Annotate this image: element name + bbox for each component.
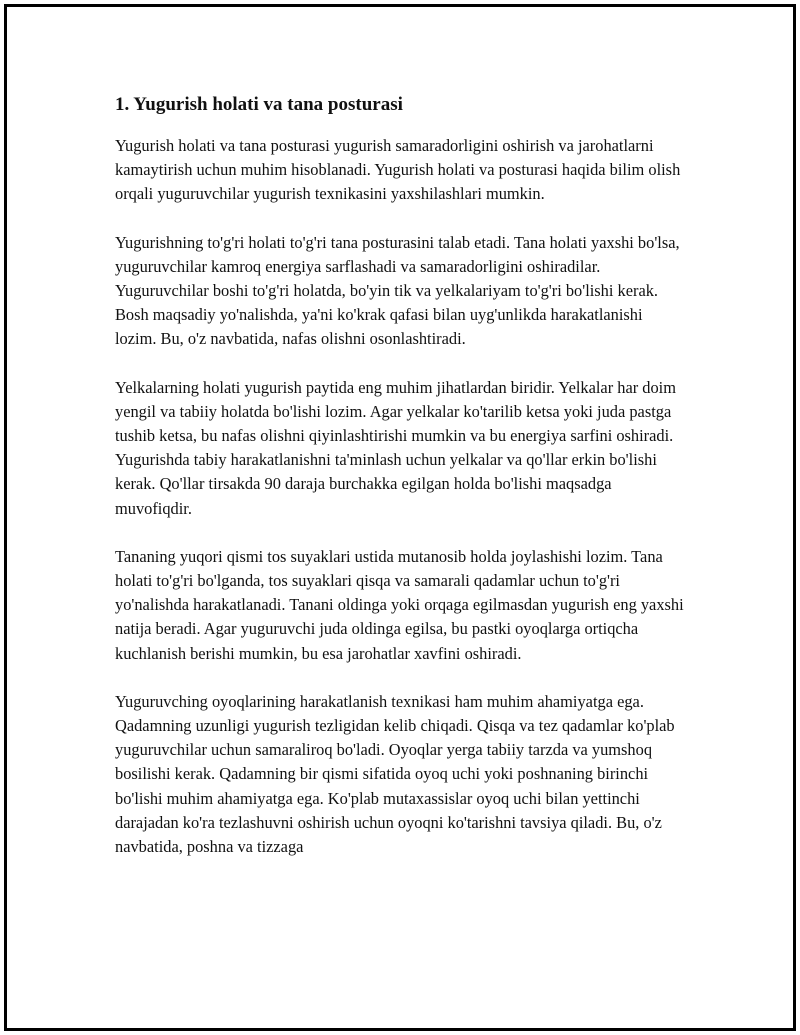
document-body [115,92,685,883]
paragraph-2: Yugurishning to'g'ri holati to'g'ri tana posturasini talab etadi. Tana holati yaxshi bo'lsa, yuguruvchilar kamroq energiya sarflashadi va samaradorligini oshiradilar. Yuguruvchilar boshi to'g'ri holatda, bo'yin tik va yelkalariyam to'g'ri bo'lishi kerak. Bosh maqsadiy yo'nalishda, ya'ni ko'krak qafasi bilan uyg'unlikda harakatlanishi lozim. Bu, o'z navbatida, nafas olishni osonlashtiradi. [115,232,680,349]
paragraph-1: Yugurish holati va tana posturasi yugurish samaradorligini oshirish va jarohatlarni kamaytirish uchun muhim hisoblanadi. Yugurish holati va posturasi haqida bilim olish orqali yuguruvchilar yugurish texnikasini yaxshilashlari mumkin. [115,136,681,204]
paragraph-5: Yuguruvching oyoqlarining harakatlanish texnikasi ham muhim ahamiyatga ega. Qadamning uzunligi yugurish tezligidan kelib chiqadi. Qisqa va tez qadamlar ko'plab yuguruvchilar uchun samaraliroq bo'ladi. Oyoqlar yerga tabiiy tarzda va yumshoq bosilishi kerak. Qadamning bir qismi sifatida oyoq uchi yoki poshnaning birinchi bo'lishi muhim ahamiyatga ega. Ko'plab mutaxassislar oyoq uchi bilan yettinchi darajadan ko'ra tezlashuvni oshirish uchun oyoqni ko'tarishni tavsiya qiladi. Bu, o'z navbatida, poshna va tizzaga [115,691,675,857]
section-heading: 1. Yugurish holati va tana posturasi [115,94,403,115]
paragraph-3: Yelkalarning holati yugurish paytida eng muhim jihatlardan biridir. Yelkalar har doim yengil va tabiiy holatda bo'lishi lozim. Agar yelkalar ko'tarilib ketsa yoki juda pastga tushib ketsa, bu nafas olishni qiyinlashtirishi mumkin va bu energiya sarfini oshiradi. Yugurishda tabiy harakatlanishni ta'minlash uchun yelkalar va qo'llar erkin bo'lishi kerak. Qo'llar tirsakda 90 daraja burchakka egilgan holda bo'lishi maqsadga muvofiqdir. [115,377,676,518]
paragraph-4: Tananing yuqori qismi tos suyaklari ustida mutanosib holda joylashishi lozim. Tana holati to'g'ri bo'lganda, tos suyaklari qisqa va samarali qadamlar uchun to'g'ri yo'nalishda harakatlanadi. Tanani oldinga yoki orqaga egilmasdan yugurish eng yaxshi natija beradi. Agar yuguruvchi juda oldinga egilsa, bu pastki oyoqlarga ortiqcha kuchlanish berishi mumkin, bu esa jarohatlar xavfini oshiradi. [115,546,684,663]
